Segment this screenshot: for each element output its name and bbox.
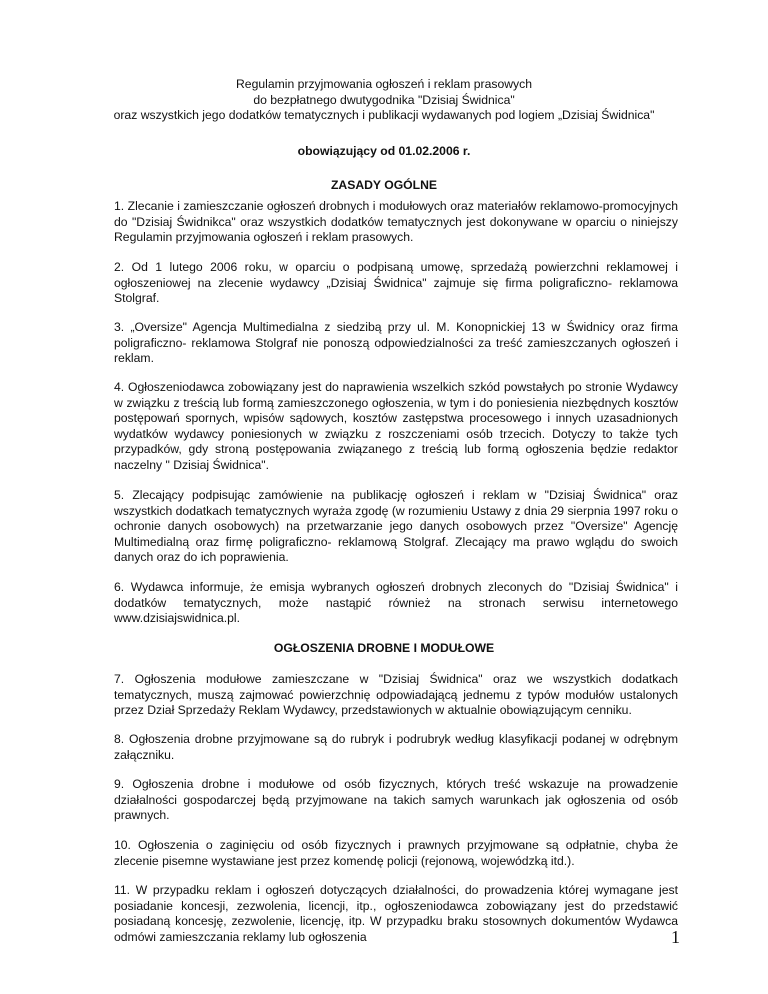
header-title-line-3: oraz wszystkich jego dodatków tematycznych i publikacji wydawanych pod logiem „Dzisiaj Świdnica" bbox=[113, 108, 655, 122]
paragraph-2: 2. Od 1 lutego 2006 roku, w oparciu o podpisaną umowę, sprzedażą powierzchni reklamowej i ogłoszeniowej na zlecenie wydawcy „Dzisiaj Świdnica" zajmuje się firma poligraficzno- reklamowa Stolgraf. bbox=[114, 260, 678, 306]
paragraph-5: 5. Zlecający podpisując zamówienie na publikację ogłoszeń i reklam w "Dzisiaj Świdnica" oraz wszystkich dodatkach tematycznych wyraża zgodę (w rozumieniu Ustawy z dnia 29 sierpnia 1997 roku o ochronie danych osobowych) na przetwarzanie jego danych osobowych przez "Oversize" Agencję Multimedialną oraz firmę poligraficzno- reklamową Stolgraf. Zlecający ma prawo wglądu do swoich danych oraz do ich poprawienia. bbox=[114, 488, 678, 565]
paragraph-8: 8. Ogłoszenia drobne przyjmowane są do rubryk i podrubryk według klasyfikacji podanej w odrębnym załączniku. bbox=[114, 732, 678, 762]
effective-date: obowiązujący od 01.02.2006 r. bbox=[297, 144, 471, 158]
section-heading-general: ZASADY OGÓLNE bbox=[330, 178, 438, 192]
page-number: 1 bbox=[671, 927, 680, 947]
paragraph-11: 11. W przypadku reklam i ogłoszeń dotyczących działalności, do prowadzenia której wymagane jest posiadanie koncesji, zezwolenia, licencji, itp., ogłoszeniodawca zobowiązany jest do przedstawić posiadaną koncesję, zezwolenie, licencję, itp. W przypadku braku stosownych dokumentów Wydawca odmówi zamieszczania reklamy lub ogłoszenia bbox=[114, 883, 678, 944]
paragraph-4: 4. Ogłoszeniodawca zobowiązany jest do naprawienia wszelkich szkód powstałych po stronie Wydawcy w związku z treścią lub formą zamieszczonego ogłoszenia, w tym i do poniesienia niezbędnych kosztów postępowań spornych, wpisów sądowych, kosztów zastępstwa procesowego i innych uzasadnionych wydatków wydawcy poniesionych w związku z roszczeniami osób trzecich. Dotyczy to także tych przypadków, gdy stroną postępowania związanego z treścią lub formą ogłoszenia będzie redaktor naczelny " Dzisiaj Świdnica". bbox=[114, 380, 678, 472]
document-header bbox=[0, 77, 768, 124]
paragraph-1: 1. Zlecanie i zamieszczanie ogłoszeń drobnych i modułowych oraz materiałów reklamowo-promocyjnych do "Dzisiaj Świdnikca" oraz wszystkich dodatków tematycznych jest dokonywane w oparciu o niniejszy Regulamin przyjmowania ogłoszeń i reklam prasowych. bbox=[114, 199, 678, 245]
paragraph-6: 6. Wydawca informuje, że emisja wybranych ogłoszeń drobnych zleconych do "Dzisiaj Świdnica" i dodatków tematycznych, może nastąpić również na stronach serwisu internetowego www.dzisiajswidnica.pl. bbox=[114, 580, 678, 626]
paragraph-10: 10. Ogłoszenia o zaginięciu od osób fizycznych i prawnych przyjmowane są odpłatnie, chyba że zlecenie pisemne wystawiane jest przez komendę policji (rejonową, wojewódzką itd.). bbox=[114, 838, 678, 868]
paragraph-9: 9. Ogłoszenia drobne i modułowe od osób fizycznych, których treść wskazuje na prowadzenie działalności gospodarczej będą przyjmowane na takich samych warunkach jak ogłoszenia od osób prawnych. bbox=[114, 777, 678, 823]
header-title-line-1: Regulamin przyjmowania ogłoszeń i reklam prasowych bbox=[235, 77, 532, 91]
paragraph-7: 7. Ogłoszenia modułowe zamieszczane w "Dzisiaj Świdnica" oraz we wszystkich dodatkach tematycznych, muszą zajmować powierzchnię odpowiadającą jednemu z typów modułów ustalonych przez Dział Sprzedaży Reklam Wydawcy, przedstawionych w aktualnie obowiązującym cenniku. bbox=[114, 672, 678, 718]
section-heading-small-ads: OGŁOSZENIA DROBNE I MODUŁOWE bbox=[273, 641, 495, 655]
paragraph-3: 3. „Oversize" Agencja Multimedialna z siedzibą przy ul. M. Konopnickiej 13 w Świdnicy oraz firma poligraficzno- reklamowa Stolgraf nie ponoszą odpowiedzialności za treść zamieszczanych ogłoszeń i reklam. bbox=[114, 320, 678, 366]
header-title-line-2: do bezpłatnego dwutygodnika "Dzisiaj Świdnica" bbox=[253, 92, 515, 107]
